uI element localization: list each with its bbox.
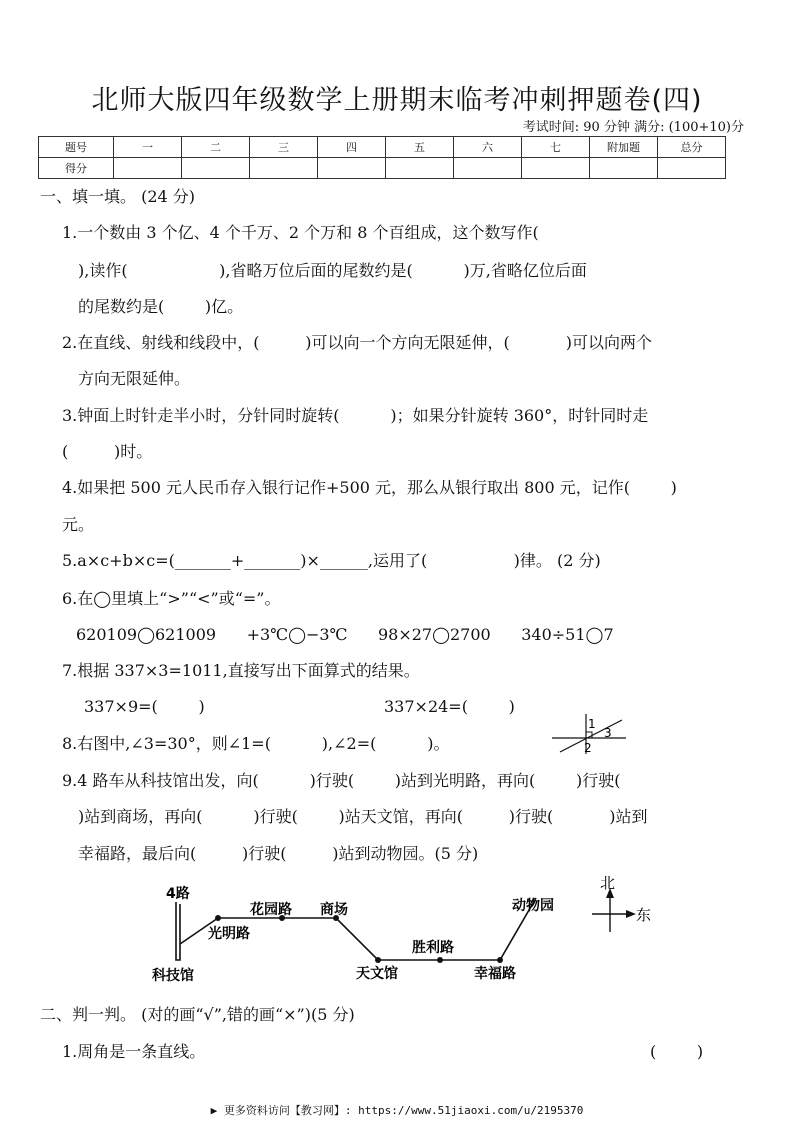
score-cell[interactable] bbox=[318, 158, 386, 179]
page-title: 北师大版四年级数学上册期末临考冲刺押题卷(四) bbox=[91, 85, 703, 116]
stop-label-xingfulu: 幸福路 bbox=[474, 966, 516, 982]
score-cell[interactable] bbox=[182, 158, 250, 179]
score-header-cell: 二 bbox=[182, 137, 250, 158]
score-cell[interactable] bbox=[386, 158, 454, 179]
score-cell[interactable] bbox=[590, 158, 658, 179]
stop-label-shangchang: 商场 bbox=[320, 902, 348, 918]
score-header-cell: 总分 bbox=[658, 137, 726, 158]
score-header-cell: 一 bbox=[114, 137, 182, 158]
question-6-comparisons: 620109◯621009 +3℃◯−3℃ 98×27◯2700 340÷51◯7 bbox=[76, 625, 614, 644]
route-start-segment bbox=[176, 902, 180, 960]
stop-label-huayuanlu: 花园路 bbox=[250, 902, 292, 918]
score-cell[interactable] bbox=[250, 158, 318, 179]
section2-heading: 二、判一判。 (对的画“√”,错的画“×”)(5 分) bbox=[40, 1005, 355, 1024]
compass-north-label: 北 bbox=[600, 874, 616, 892]
score-cell[interactable] bbox=[114, 158, 182, 179]
bus-route-map bbox=[140, 874, 660, 990]
question-4-line-2: 元。 bbox=[62, 515, 95, 534]
score-table bbox=[38, 136, 726, 179]
score-header-cell: 附加题 bbox=[590, 137, 658, 158]
angle-diagram bbox=[548, 712, 630, 756]
score-cell[interactable] bbox=[658, 158, 726, 179]
section2-question-1: 1.周角是一条直线。 bbox=[62, 1042, 206, 1061]
score-table-row bbox=[39, 158, 726, 179]
stop-marker bbox=[437, 957, 443, 963]
score-header-cell: 题号 bbox=[39, 137, 114, 158]
score-cell[interactable] bbox=[454, 158, 522, 179]
stop-label-guangminglu: 光明路 bbox=[208, 926, 250, 942]
score-header-cell: 三 bbox=[250, 137, 318, 158]
question-1-line-1: 1.一个数由 3 个亿、4 个千万、2 个万和 8 个百组成，这个数写作( bbox=[62, 223, 539, 242]
stop-marker bbox=[215, 915, 221, 921]
question-1-line-3: 的尾数约是( )亿。 bbox=[78, 297, 244, 316]
score-cell[interactable] bbox=[522, 158, 590, 179]
east-arrow-icon bbox=[626, 910, 636, 918]
question-2-line-2: 方向无限延伸。 bbox=[78, 369, 191, 388]
question-9-line-2: )站到商场，再向( )行驶( )站天文馆，再向( )行驶( )站到 bbox=[78, 807, 648, 826]
question-1-line-2: ),读作( ),省略万位后面的尾数约是( )万,省略亿位后面 bbox=[78, 261, 587, 280]
bus-label: 4路 bbox=[166, 886, 190, 902]
question-9-line-3: 幸福路，最后向( )行驶( )站到动物园。(5 分) bbox=[78, 844, 479, 863]
angle-label-1: 1 bbox=[588, 717, 596, 731]
stop-label-tianwenguan: 天文馆 bbox=[356, 966, 398, 982]
question-9-line-1: 9.4 路车从科技馆出发，向( )行驶( )站到光明路，再向( )行驶( bbox=[62, 771, 621, 790]
question-8-line: 8.右图中,∠3=30°，则∠1=( ),∠2=( )。 bbox=[62, 734, 450, 753]
question-6-line-1: 6.在◯里填上“>”“<”或“=”。 bbox=[62, 589, 281, 608]
compass-east-label: 东 bbox=[636, 906, 652, 924]
stop-label-dongwuyuan: 动物园 bbox=[512, 898, 554, 914]
question-3-line-1: 3.钟面上时针走半小时，分针同时旋转( )；如果分针旋转 360°，时针同时走 bbox=[62, 406, 649, 425]
score-header-cell: 四 bbox=[318, 137, 386, 158]
section2-answer-paren[interactable]: ( ) bbox=[650, 1042, 704, 1061]
footer-link[interactable]: ▶ 更多资料访问【教习网】: https://www.51jiaoxi.com/u/2195370 bbox=[210, 1104, 584, 1117]
score-header-cell: 七 bbox=[522, 137, 590, 158]
exam-info: 考试时间: 90 分钟 满分: (100+10)分 bbox=[522, 120, 744, 135]
angle-label-3: 3 bbox=[604, 726, 612, 740]
question-5-line: 5.a×c+b×c=(_______+_______)×______,运用了( )律。 (2 分) bbox=[62, 551, 601, 570]
stop-marker bbox=[497, 957, 503, 963]
question-7-item-2: 337×24=( ) bbox=[384, 697, 515, 716]
score-header-cell: 五 bbox=[386, 137, 454, 158]
question-3-line-2: ( )时。 bbox=[62, 442, 153, 461]
section1-heading: 一、填一填。 (24 分) bbox=[40, 187, 196, 206]
angle-label-2: 2 bbox=[584, 741, 592, 755]
question-7-line: 7.根据 337×3=1011,直接写出下面算式的结果。 bbox=[62, 661, 420, 680]
score-row-label: 得分 bbox=[39, 158, 114, 179]
stop-label-kejiguan: 科技馆 bbox=[152, 968, 194, 984]
question-4-line-1: 4.如果把 500 元人民币存入银行记作+500 元，那么从银行取出 800 元，记作( ) bbox=[62, 478, 677, 497]
score-header-cell: 六 bbox=[454, 137, 522, 158]
stop-marker bbox=[375, 957, 381, 963]
stop-label-shenglilu: 胜利路 bbox=[412, 940, 454, 956]
question-7-item-1: 337×9=( ) bbox=[84, 697, 205, 716]
question-2-line-1: 2.在直线、射线和线段中，( )可以向一个方向无限延伸，( )可以向两个 bbox=[62, 333, 652, 352]
score-table-header-row bbox=[39, 137, 726, 158]
